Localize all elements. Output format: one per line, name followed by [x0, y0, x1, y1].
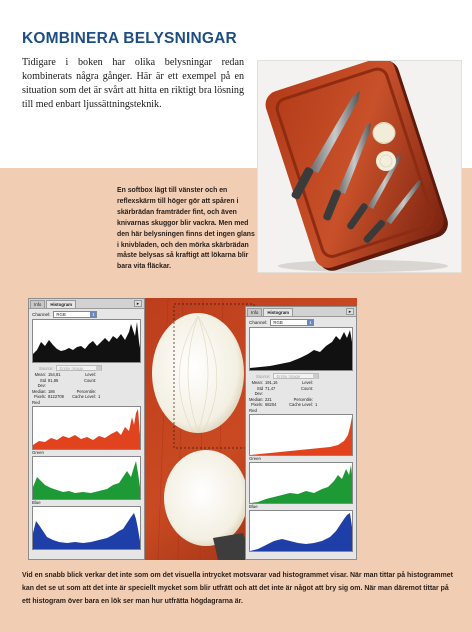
- histogram-blue-curve: [250, 513, 353, 551]
- histogram-red-curve: [33, 409, 141, 449]
- level-label: Level:: [302, 380, 313, 385]
- histogram-rgb: [249, 327, 353, 371]
- histogram-blue-curve: [33, 513, 141, 549]
- channel-red-label: Red: [32, 399, 40, 405]
- source-value: Entire Image: [59, 366, 84, 371]
- channel-blue-label: Blue: [249, 503, 258, 509]
- chevron-down-icon: ⇕: [91, 311, 96, 317]
- channel-label: Channel:: [32, 311, 51, 317]
- panel-menu-icon[interactable]: ▸: [134, 300, 142, 307]
- channel-green-label: Green: [32, 449, 44, 455]
- chevron-down-icon: ⇕: [308, 319, 313, 325]
- channel-green-label: Green: [249, 455, 261, 461]
- percentile-label: Percentile:: [293, 396, 313, 402]
- histogram-red-curve: [250, 417, 353, 455]
- histogram-green-curve: [250, 465, 353, 503]
- source-label: Source:: [256, 373, 271, 379]
- pixels-label: Pixels:: [250, 402, 263, 408]
- tab-histogram[interactable]: Histogram: [263, 308, 293, 316]
- stddev-label: Std Dev:: [254, 385, 263, 397]
- cache-value: 1: [98, 394, 101, 400]
- histogram-panel-right[interactable]: [245, 306, 357, 560]
- median-value: 221: [265, 396, 272, 402]
- histogram-red: [32, 406, 141, 450]
- mean-label: Mean:: [34, 372, 46, 377]
- median-label: Median:: [249, 396, 264, 402]
- count-label: Count:: [83, 377, 96, 383]
- tab-info[interactable]: Info: [247, 308, 262, 316]
- level-label: Level:: [85, 372, 96, 377]
- channel-label: Channel:: [249, 319, 268, 325]
- intro-paragraph: Tidigare i boken har olika belysningar redan kombinerats några gånger. Här är ett exempel på en situation som det är svårt att hitta en riktigt bra lösning till med enbart ljussättningsteknik.: [22, 57, 244, 111]
- pixels-value: 8122709: [48, 394, 64, 400]
- pixels-label: Pixels:: [33, 394, 46, 400]
- channel-value: RGB: [273, 319, 283, 325]
- panel-tabs: [246, 307, 356, 317]
- channel-select[interactable]: [53, 311, 97, 318]
- count-label: Count:: [300, 385, 313, 391]
- mean-label: Mean:: [251, 380, 263, 385]
- caption-lighting: En softbox lägt till vänster och en reflexskärm till höger gör att spåren i skärbrädan framträder fint, och även knivarnas skuggor blir vackra. Men med den här belysningen finns det ingen glans i knivbladen, och den mörka skärbrädan måste belysas så kraftigt att lökarna blir bara vita fläckar.: [117, 187, 255, 271]
- channel-value: RGB: [56, 311, 66, 317]
- histogram-blue: [249, 510, 353, 552]
- stddev-value: 81,85: [48, 377, 59, 383]
- source-select: [273, 373, 319, 379]
- channel-red-label: Red: [249, 407, 257, 413]
- mean-value: 191,16: [265, 380, 278, 385]
- stddev-label: Std Dev:: [37, 377, 46, 389]
- source-select: [56, 365, 102, 371]
- median-value: 186: [48, 388, 55, 394]
- stddev-value: 71,47: [265, 385, 276, 391]
- cache-label: Cache Level:: [289, 402, 313, 408]
- median-label: Median:: [32, 388, 47, 394]
- pixels-value: 68204: [265, 402, 277, 408]
- cache-value: 1: [315, 402, 318, 408]
- source-value: Entire Image: [276, 374, 301, 379]
- histogram-green-curve: [33, 461, 141, 499]
- source-label: Source:: [39, 365, 54, 371]
- histogram-rgb: [32, 319, 141, 363]
- page-title: KOMBINERA BELYSNINGAR: [22, 30, 237, 47]
- panel-tabs: [29, 299, 144, 309]
- panel-menu-icon[interactable]: ▸: [346, 308, 354, 315]
- channel-select[interactable]: [270, 319, 314, 326]
- stats-grid: [29, 372, 144, 400]
- stats-grid: [246, 380, 356, 408]
- histogram-green: [249, 462, 353, 504]
- percentile-label: Percentile:: [76, 388, 96, 394]
- histogram-panel-left[interactable]: [28, 298, 145, 560]
- tab-info[interactable]: Info: [30, 300, 45, 308]
- cache-label: Cache Level:: [72, 394, 96, 400]
- mean-value: 154,81: [48, 372, 61, 377]
- tab-histogram[interactable]: Histogram: [46, 300, 76, 308]
- channel-blue-label: Blue: [32, 499, 41, 505]
- histogram-rgb-curve: [33, 322, 141, 362]
- histogram-rgb-curve: [250, 330, 353, 370]
- caption-histogram: Vid en snabb blick verkar det inte som om det visuella intrycket motsvarar vad histogrammet visar. När man tittar på histogrammet kan det se ut som att det inte är speciellt mycket som blir utfrätt och att det inte är något att bry sig om. När man däremot tittar på ett histogram över bara en lök ser man hur utfrätta högdagrarna är.: [22, 572, 453, 605]
- cutting-board-photo: [257, 60, 462, 273]
- histogram-blue: [32, 506, 141, 550]
- histogram-green: [32, 456, 141, 500]
- histogram-red: [249, 414, 353, 456]
